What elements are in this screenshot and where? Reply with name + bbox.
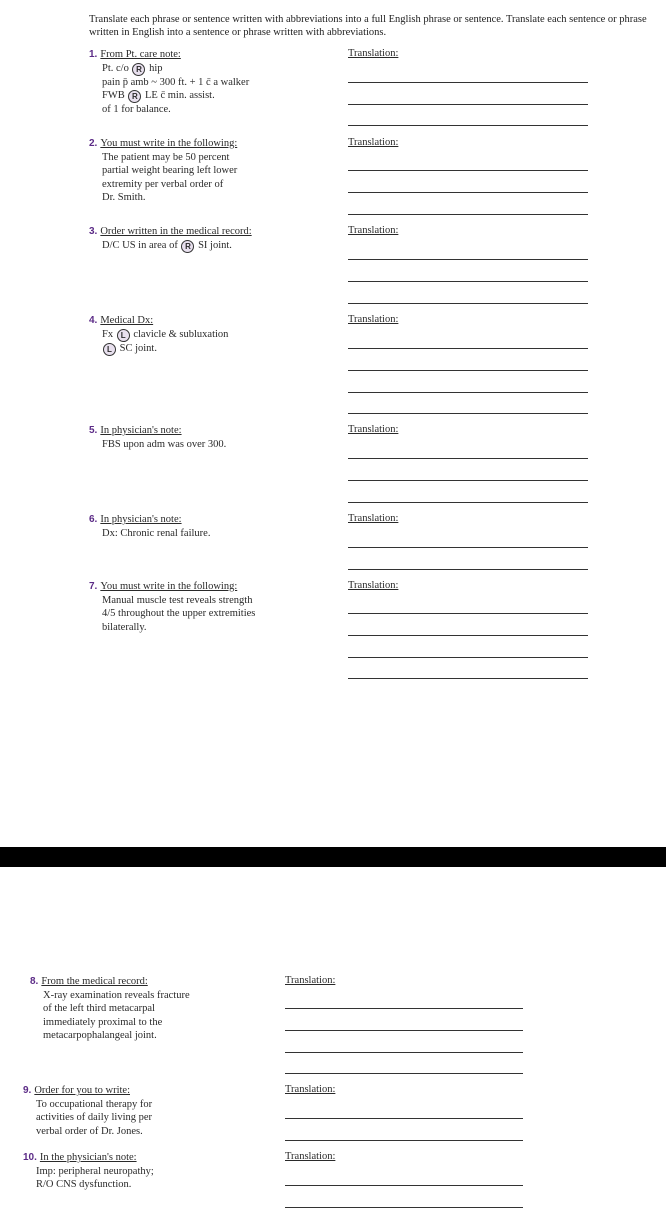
exercise-item	[23, 1151, 154, 1192]
exercise-item	[89, 314, 228, 356]
exercise-number: 2.	[89, 138, 98, 149]
exercise-heading	[89, 314, 228, 328]
exercise-source-label: In physician's note:	[100, 514, 182, 525]
answer-line[interactable]	[285, 1030, 523, 1031]
exercise-number: 10.	[23, 1152, 37, 1163]
exercise-heading	[89, 513, 210, 527]
answer-line[interactable]	[348, 348, 588, 349]
exercise-text	[23, 1098, 152, 1139]
exercise-source-label: You must write in the following:	[100, 138, 238, 149]
exercise-source-label: In physician's note:	[100, 425, 182, 436]
exercise-item	[89, 48, 249, 117]
exercise-heading	[89, 424, 226, 438]
exercise-heading	[23, 1151, 154, 1165]
circled-r-symbol: R	[181, 240, 194, 253]
exercise-text	[89, 151, 237, 205]
exercise-item	[89, 225, 252, 253]
instructions-text: Translate each phrase or sentence written with abbreviations into a full English phrase or sentence. Translate each sentence or phrase written in English into a sentence or phrase written with abbreviations.	[89, 14, 647, 38]
exercise-item	[89, 580, 255, 634]
answer-line[interactable]	[348, 281, 588, 282]
exercise-text	[89, 328, 228, 356]
answer-line[interactable]	[348, 170, 588, 171]
exercise-text-line: extremity per verbal order of	[102, 178, 224, 190]
translation-label: Translation:	[348, 513, 399, 524]
exercise-number: 1.	[89, 49, 98, 60]
exercise-text-line: L SC joint.	[102, 342, 228, 356]
exercise-item	[23, 1084, 152, 1138]
exercise-text-line: Manual muscle test reveals strength	[102, 594, 253, 606]
answer-line[interactable]	[348, 678, 588, 679]
answer-line[interactable]	[348, 480, 588, 481]
answer-line[interactable]	[285, 1140, 523, 1141]
translation-area	[348, 137, 588, 216]
answer-line[interactable]	[285, 1185, 523, 1186]
exercise-text	[23, 1165, 154, 1192]
exercise-text-line: Fx L clavicle & subluxation	[102, 328, 229, 340]
exercise-text-line: verbal order of Dr. Jones.	[36, 1125, 143, 1137]
answer-line[interactable]	[285, 1052, 523, 1053]
answer-line[interactable]	[348, 370, 588, 371]
translation-label: Translation:	[348, 424, 399, 435]
answer-line[interactable]	[348, 259, 588, 260]
answer-line[interactable]	[348, 657, 588, 658]
answer-line[interactable]	[285, 1073, 523, 1074]
translation-label: Translation:	[348, 137, 399, 148]
exercise-item	[89, 137, 237, 205]
exercise-heading	[23, 1084, 152, 1098]
answer-line[interactable]	[348, 635, 588, 636]
answer-line[interactable]	[348, 547, 588, 548]
exercise-text-line: FBS upon adm was over 300.	[102, 438, 227, 450]
exercise-number: 3.	[89, 226, 98, 237]
translation-label: Translation:	[348, 48, 399, 59]
exercise-text-line: To occupational therapy for	[36, 1098, 153, 1110]
answer-line[interactable]	[348, 104, 588, 105]
circled-r-symbol: R	[128, 90, 141, 103]
circled-l-symbol: L	[117, 329, 130, 342]
exercise-text	[89, 527, 210, 541]
translation-area	[348, 225, 588, 305]
translation-area	[348, 580, 588, 680]
answer-line[interactable]	[348, 303, 588, 304]
exercise-text-line: Dx: Chronic renal failure.	[102, 527, 211, 539]
exercise-source-label: Order for you to write:	[34, 1085, 130, 1096]
exercise-number: 6.	[89, 514, 98, 525]
answer-line[interactable]	[348, 82, 588, 83]
translation-area	[348, 424, 588, 504]
exercise-text	[89, 594, 255, 635]
translation-label: Translation:	[348, 225, 399, 236]
page-divider-bar	[0, 847, 666, 867]
answer-line[interactable]	[348, 413, 588, 414]
exercise-text	[89, 438, 226, 452]
answer-line[interactable]	[348, 214, 588, 215]
exercise-text	[89, 62, 249, 117]
answer-line[interactable]	[348, 125, 588, 126]
translation-area	[285, 1151, 523, 1209]
exercise-text	[30, 989, 190, 1043]
exercise-text	[89, 239, 252, 253]
exercise-heading	[89, 580, 255, 594]
exercise-text-line: activities of daily living per	[36, 1112, 153, 1123]
exercise-text-line: Imp: peripheral neuropathy;	[36, 1165, 154, 1177]
exercise-source-label: In the physician's note:	[39, 1152, 137, 1163]
exercise-item	[89, 513, 210, 540]
answer-line[interactable]	[285, 1207, 523, 1208]
translation-label: Translation:	[348, 580, 399, 591]
exercise-item	[30, 975, 190, 1043]
answer-line[interactable]	[348, 192, 588, 193]
translation-area	[348, 48, 588, 127]
exercise-text-line: immediately proximal to the	[43, 1016, 163, 1028]
exercise-item	[89, 424, 226, 451]
translation-label: Translation:	[285, 1151, 336, 1162]
exercise-number: 7.	[89, 581, 98, 592]
answer-line[interactable]	[348, 569, 588, 570]
exercise-text-line: metacarpophalangeal joint.	[43, 1030, 157, 1041]
answer-line[interactable]	[348, 502, 588, 503]
exercise-heading	[30, 975, 190, 989]
answer-line[interactable]	[348, 392, 588, 393]
answer-line[interactable]	[285, 1118, 523, 1119]
translation-area	[348, 513, 588, 571]
exercise-text-line: pain p̄ amb ~ 300 ft. + 1 c̄ a walker	[102, 76, 250, 88]
exercise-text-line: partial weight bearing left lower	[102, 165, 238, 176]
exercise-text-line: X-ray examination reveals fracture	[43, 989, 190, 1001]
translation-area	[285, 1084, 523, 1142]
exercise-heading	[89, 137, 237, 151]
answer-line[interactable]	[348, 458, 588, 459]
exercise-source-label: From Pt. care note:	[100, 49, 181, 60]
answer-line[interactable]	[348, 613, 588, 614]
translation-area	[348, 314, 588, 415]
exercise-text-line: Dr. Smith.	[102, 192, 146, 203]
exercise-text-line: FWB R LE c̄ min. assist.	[102, 90, 215, 101]
exercise-text-line: D/C US in area of R SI joint.	[102, 239, 232, 251]
exercise-text-line: bilaterally.	[102, 621, 147, 633]
exercise-number: 5.	[89, 425, 98, 436]
answer-line[interactable]	[285, 1008, 523, 1009]
exercise-source-label: Order written in the medical record:	[100, 226, 252, 237]
exercise-number: 8.	[30, 976, 39, 987]
circled-r-symbol: R	[132, 63, 145, 76]
translation-area	[285, 975, 523, 1075]
exercise-source-label: You must write in the following:	[100, 581, 238, 592]
exercise-source-label: Medical Dx:	[100, 315, 154, 326]
exercise-text-line: 4/5 throughout the upper extremities	[102, 608, 256, 619]
exercise-heading	[89, 225, 252, 239]
exercise-heading	[89, 48, 249, 62]
exercise-source-label: From the medical record:	[41, 976, 148, 987]
exercise-text-line: Pt. c/o R hip	[102, 62, 163, 74]
translation-label: Translation:	[285, 975, 336, 986]
exercise-number: 9.	[23, 1085, 32, 1096]
exercise-text-line: The patient may be 50 percent	[102, 151, 230, 163]
exercise-number: 4.	[89, 315, 98, 326]
circled-l-symbol: L	[103, 343, 116, 356]
exercise-text-line: of 1 for balance.	[102, 104, 171, 115]
translation-label: Translation:	[348, 314, 399, 325]
translation-label: Translation:	[285, 1084, 336, 1095]
exercise-text-line: of the left third metacarpal	[43, 1003, 155, 1014]
exercise-text-line: R/O CNS dysfunction.	[36, 1179, 132, 1190]
